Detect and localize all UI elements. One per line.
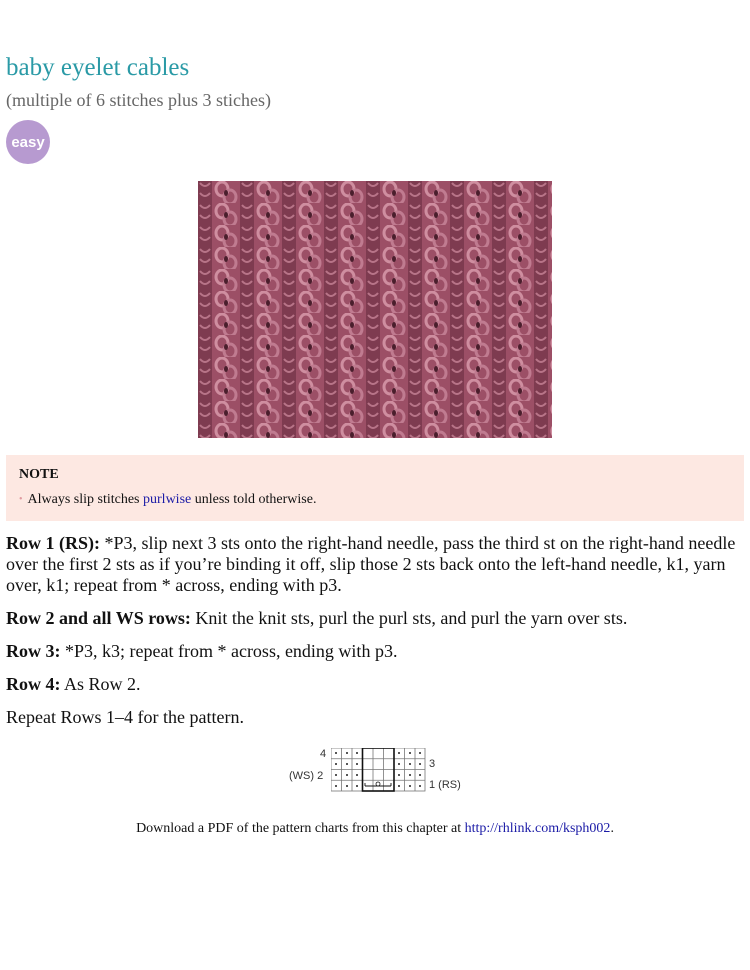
knit-swatch-icon [198, 181, 552, 438]
swatch-photo [198, 181, 552, 438]
note-text-before: Always slip stitches [27, 492, 144, 507]
note-box [6, 455, 744, 521]
row-instruction [6, 674, 744, 695]
difficulty-badge: easy [6, 120, 50, 164]
purlwise-link[interactable]: purlwise [143, 492, 192, 507]
chart-download-link[interactable]: http://rhlink.com/ksph002 [464, 821, 611, 836]
row-label: Row 3: [6, 641, 61, 661]
row-text: Knit the knit sts, purl the purl sts, and purl the yarn over sts. [190, 608, 628, 628]
row-text: As Row 2. [60, 674, 141, 694]
download-footer [0, 821, 750, 837]
row-instruction [6, 533, 744, 596]
note-text-after: unless told otherwise. [191, 492, 317, 507]
row-instruction [6, 608, 744, 629]
footer-text: Download a PDF of the pattern charts from this chapter at [136, 821, 465, 836]
row-label: Row 2 and all WS rows: [6, 608, 191, 628]
pattern-rows [6, 533, 744, 740]
row-label: Row 4: [6, 674, 61, 694]
chart-row-2-label: (WS) 2 [289, 770, 324, 782]
pattern-subtitle: (multiple of 6 stitches plus 3 stiches) [6, 90, 271, 110]
repeat-instruction: Repeat Rows 1–4 for the pattern. [6, 707, 244, 727]
footer-end: . [610, 821, 614, 836]
bullet-icon: • [19, 494, 23, 506]
row-instruction [6, 641, 744, 662]
chart-row-1-label: 1 (RS) [429, 779, 461, 791]
note-heading: NOTE [19, 467, 59, 482]
stitch-chart [289, 746, 461, 794]
note-item [19, 492, 731, 508]
row-text: *P3, k3; repeat from * across, ending with p3. [60, 641, 398, 661]
chart-grid [331, 748, 427, 792]
chart-row-4-label: 4 [320, 748, 327, 760]
row-text: *P3, slip next 3 sts onto the right-hand needle, pass the third st on the right-hand needle over the first 2 sts as if you’re binding it off, slip those 2 sts back onto the left-hand needle, k1, yarn over, k1; repeat from * across, ending with p3. [6, 533, 736, 595]
pattern-title: baby eyelet cables [6, 54, 190, 81]
chart-row-3-label: 3 [429, 758, 436, 770]
row-label: Row 1 (RS): [6, 533, 100, 553]
